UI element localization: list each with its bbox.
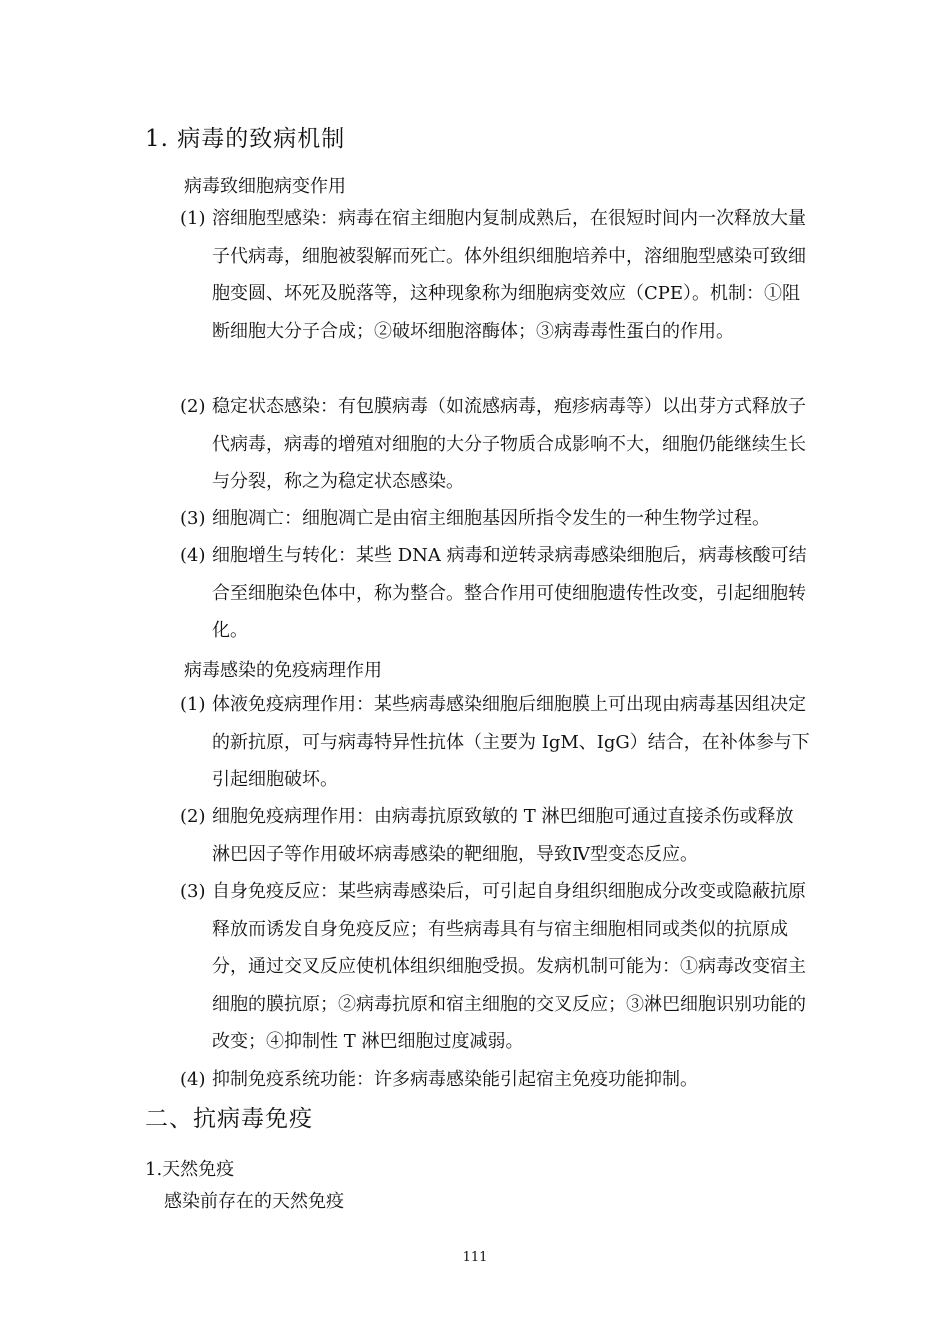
subsection-heading: 病毒感染的免疫病理作用 — [184, 660, 382, 681]
section-heading: 二、抗病毒免疫 — [145, 1106, 313, 1132]
item-text: 细胞免疫病理作用：由病毒抗原致敏的 T 淋巴细胞可通过直接杀伤或释放淋巴因子等作用破坏病毒感染的靶细胞，导致Ⅳ型变态反应。 — [212, 806, 794, 865]
page-number: 111 — [462, 1250, 488, 1265]
item-text: 细胞凋亡：细胞凋亡是由宿主细胞基因所指令发生的一种生物学过程。 — [212, 508, 770, 529]
list-item — [180, 388, 810, 501]
item-text: 溶细胞型感染：病毒在宿主细胞内复制成熟后，在很短时间内一次释放大量子代病毒，细胞被裂解而死亡。体外组织细胞培养中，溶细胞型感染可致细胞变圆、坏死及脱落等，这种现象称为细胞病变效应（CPE）。机制：①阻断细胞大分子合成；②破坏细胞溶酶体；③病毒毒性蛋白的作用。 — [212, 208, 806, 342]
item-text: 细胞增生与转化：某些 DNA 病毒和逆转录病毒感染细胞后，病毒核酸可结合至细胞染色体中，称为整合。整合作用可使细胞遗传性改变，引起细胞转化。 — [212, 545, 807, 641]
item-text: 体液免疫病理作用：某些病毒感染细胞后细胞膜上可出现由病毒基因组决定的新抗原，可与病毒特异性抗体（主要为 IgM、IgG）结合，在补体参与下引起细胞破坏。 — [212, 694, 810, 790]
list-item — [180, 686, 810, 799]
item-text: 自身免疫反应：某些病毒感染后，可引起自身组织细胞成分改变或隐蔽抗原释放而诱发自身免疫反应；有些病毒具有与宿主细胞相同或类似的抗原成分，通过交叉反应使机体组织细胞受损。发病机制可能为：①病毒改变宿主细胞的膜抗原；②病毒抗原和宿主细胞的交叉反应；③淋巴细胞识别功能的改变；④抑制性 T 淋巴细胞过度减弱。 — [212, 881, 806, 1052]
item-number: (3) — [180, 508, 206, 529]
item-number: (2) — [180, 396, 206, 417]
item-text: 稳定状态感染：有包膜病毒（如流感病毒，疱疹病毒等）以出芽方式释放子代病毒，病毒的增殖对细胞的大分子物质合成影响不大，细胞仍能继续生长与分裂，称之为稳定状态感染。 — [212, 396, 806, 492]
item-number: (1) — [180, 694, 206, 715]
list-item — [180, 500, 810, 538]
subsection-heading: 病毒致细胞病变作用 — [184, 176, 346, 197]
section-heading: 1. 病毒的致病机制 — [145, 126, 346, 152]
paragraph: 感染前存在的天然免疫 — [164, 1191, 344, 1212]
list-item — [180, 200, 810, 350]
item-number: (4) — [180, 1069, 206, 1090]
item-number: (3) — [180, 881, 206, 902]
list-item — [180, 798, 810, 873]
list-item — [180, 1061, 810, 1099]
item-text: 抑制免疫系统功能：许多病毒感染能引起宿主免疫功能抑制。 — [212, 1069, 698, 1090]
item-number: (1) — [180, 208, 206, 229]
subsection-heading: 1.天然免疫 — [145, 1159, 235, 1180]
list-item — [180, 873, 810, 1061]
list-item — [180, 537, 810, 650]
item-number: (2) — [180, 806, 206, 827]
item-number: (4) — [180, 545, 206, 566]
